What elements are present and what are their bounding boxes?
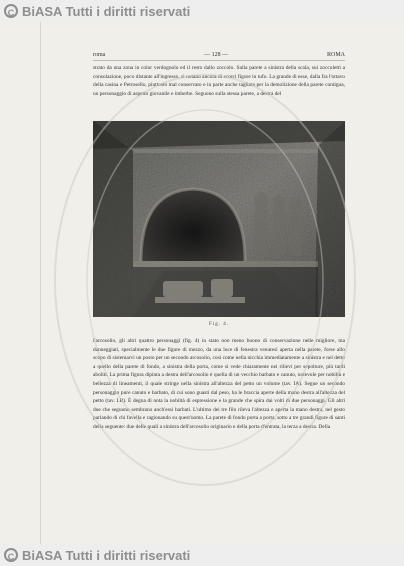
watermark-text: BiASA Tutti i diritti riservati — [22, 547, 191, 563]
watermark-banner-top — [0, 0, 404, 22]
page-edge — [40, 22, 41, 544]
copyright-logo-icon: C — [4, 548, 18, 562]
body-text-bottom — [93, 337, 345, 432]
fresco-image — [93, 121, 345, 317]
copyright-logo-icon: C — [4, 4, 18, 18]
paragraph-bottom: l'arcosolio, gli altri quattro personaggi (fig. 4) in stato non meno buono di conservazione nelle migliore, ma danneggiati, specialmente le due figure di mezzo, da una luce di fenestra venutesi aperta nella parete, forse allo scopo di sistemarvi un posto per un secondo arcosolio, così come nella nicchia immediatamente a sinistra e nel detto a quello della parete di fondo, a sinistra della porta, come si vede chiaramente nei rilievi per sepolture, più tardi aboliti. La prima figura dipinta a destra dell'arcosolio è quella di un vecchio barbato e canuto, notevole per nobiltà e bellezza di lineamenti, il quale stringe nella sinistra all'altezza del petto un volume (tav. IA). Segue un secondo personaggio pure canuto e barbato, di cui sono guasti dal peso, ha le braccia aperte della mano destra all'altezza del petto (tav. I.B). È degna di nota la nobiltà di espressione e la grande che spira dai volti di due personaggi. Gli altri due che seguono sembrano anch'essi barbati. L'ultimo dei tre filo rileva l'altezza e aperta la mano destra, nel gesto parlando di chi favella e ragionando su quest'uomo. La parete di fondo porta a porta, sotto a tre grandi figure di santi della seguente: due delle quali a sinistra dell'arcosolio originario e della porta d'entrata, la terza a destra. Della — [93, 338, 345, 430]
page-number: — 128 — — [204, 52, 229, 58]
body-text-top — [93, 64, 345, 98]
running-head — [93, 52, 345, 58]
running-head-right: ROMA — [326, 52, 345, 58]
running-head-left: roma — [93, 52, 106, 58]
watermark-text: BiASA Tutti i diritti riservati — [22, 3, 191, 19]
header-rule — [93, 60, 345, 61]
figure-caption: Fig. 4. — [209, 322, 229, 327]
fresco-photograph — [93, 121, 345, 317]
paragraph-top: strato da una zona in color verdognolo ed il resto dallo zoccolo. Sulla parete a sinistra della scala, sui zoccoletti a consolazione, poco distante all'ingresso, si notano ancora di scorci figure in tufo. La grande di esse, dalla fra l'ottavo della casina e Petrosello, piuttosto mal conservato e in parte anche tagliata per la demolizione della parete contigua, un personaggio di aspetto giovanile e imberbe. Seguono sulla stessa parete, a destra del — [93, 65, 345, 97]
watermark-banner-bottom — [0, 544, 404, 566]
